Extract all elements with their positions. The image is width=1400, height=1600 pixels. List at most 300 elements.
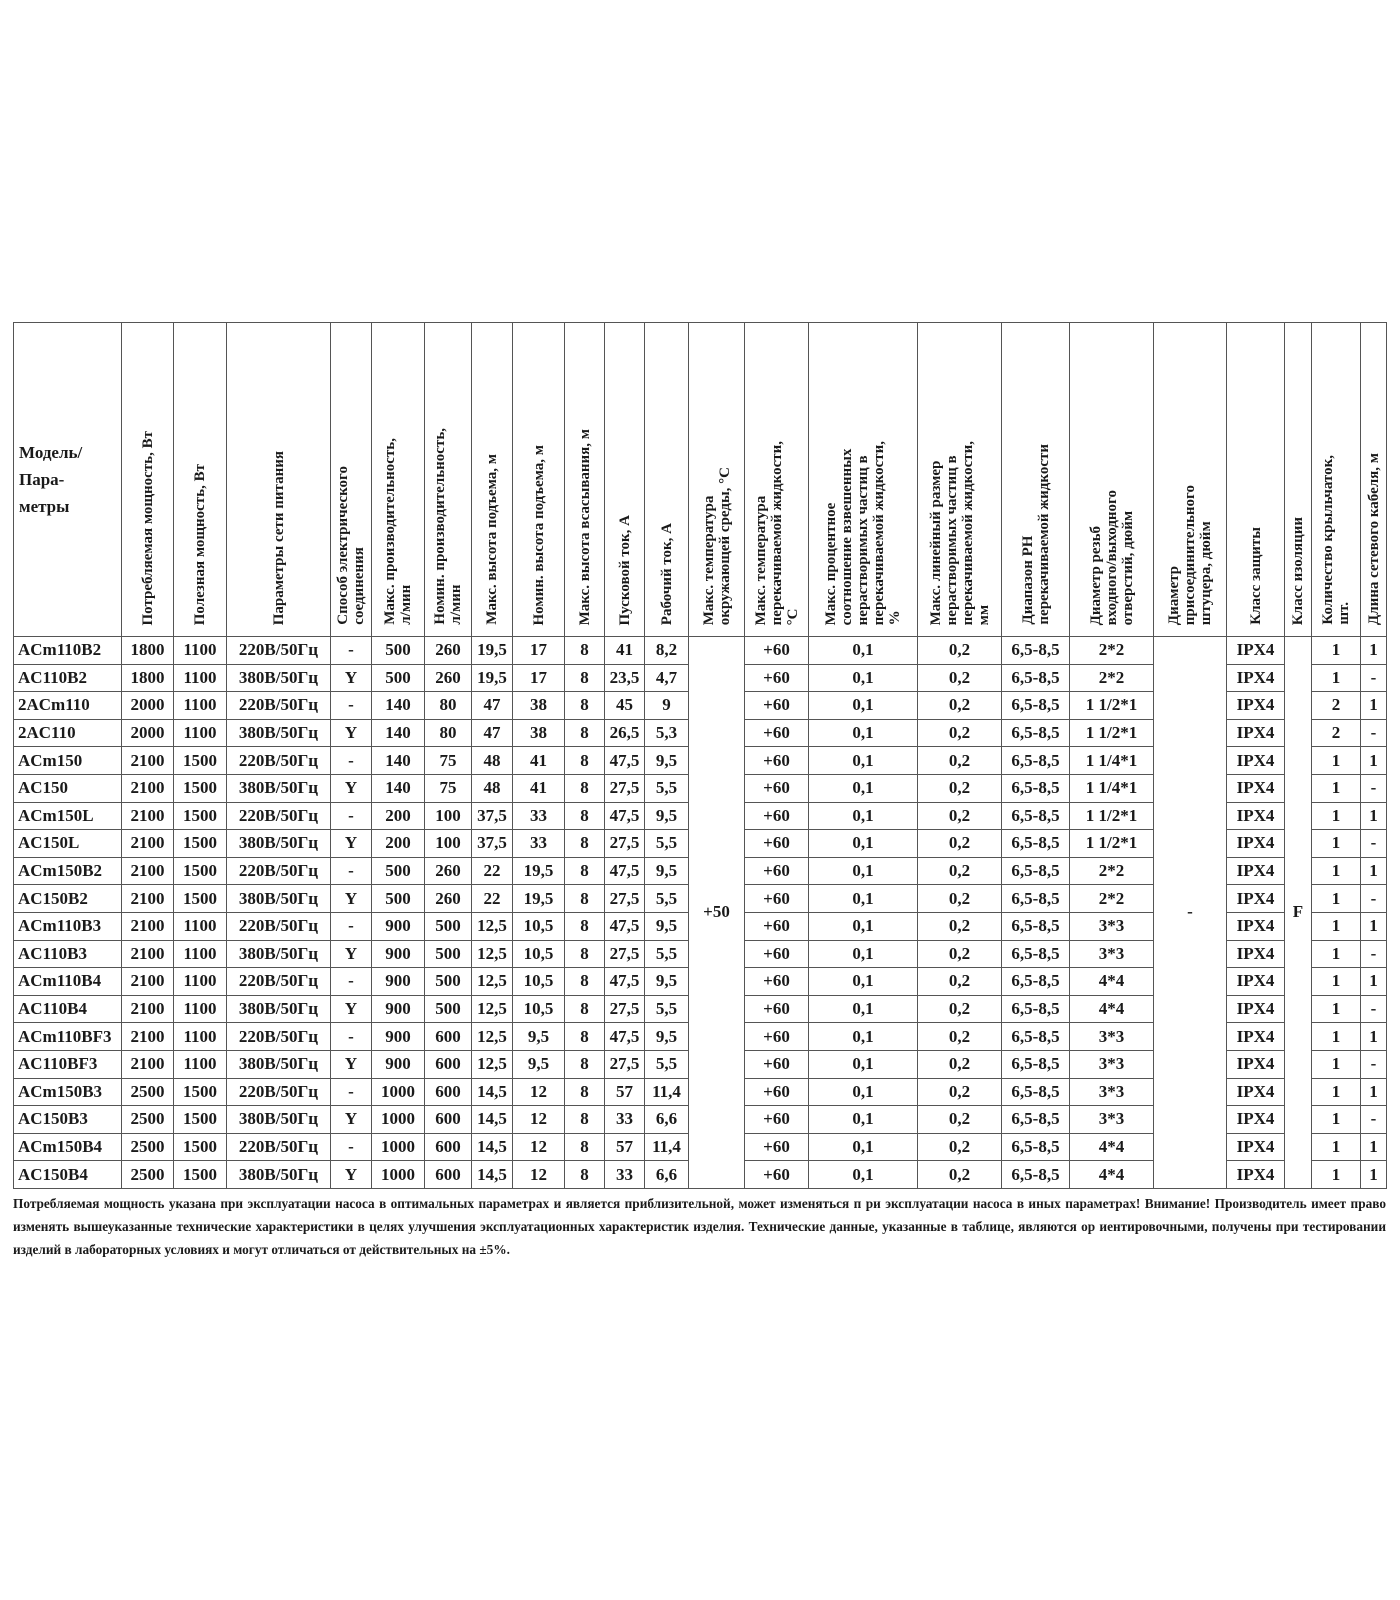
table-cell: 1100 <box>174 912 227 940</box>
table-cell: 0,2 <box>918 1078 1002 1106</box>
table-cell: 5,5 <box>645 774 689 802</box>
column-header-label: Номин. высота подъема, м <box>530 444 547 625</box>
table-cell: 1500 <box>174 1106 227 1134</box>
table-cell: 1800 <box>122 664 174 692</box>
column-header <box>174 323 227 637</box>
pump-spec-table <box>13 322 1387 1189</box>
table-cell: +60 <box>745 664 809 692</box>
table-cell: 220В/50Гц <box>227 1078 331 1106</box>
table-cell: 2100 <box>122 968 174 996</box>
table-cell: 3*3 <box>1070 1023 1154 1051</box>
column-header <box>1154 323 1227 637</box>
table-cell: 4*4 <box>1070 1133 1154 1161</box>
table-cell: 17 <box>513 664 565 692</box>
table-cell: 10,5 <box>513 940 565 968</box>
table-cell: 260 <box>425 885 472 913</box>
column-header-label: Полезная мощность, Вт <box>192 463 208 625</box>
table-cell: IPX4 <box>1227 1161 1285 1189</box>
table-cell: 380В/50Гц <box>227 885 331 913</box>
table-cell: 3*3 <box>1070 940 1154 968</box>
table-cell: 0,1 <box>809 830 918 858</box>
table-cell: 0,2 <box>918 747 1002 775</box>
table-cell: 1 <box>1361 1078 1387 1106</box>
table-cell: 8 <box>565 1078 605 1106</box>
table-cell: 3*3 <box>1070 912 1154 940</box>
header-row <box>14 323 1387 637</box>
table-cell: - <box>331 1023 372 1051</box>
column-header-label: Диаметр присоединительного штуцера, дюйм <box>1166 484 1214 625</box>
table-cell: 6,5-8,5 <box>1002 1078 1070 1106</box>
table-cell: 380В/50Гц <box>227 1050 331 1078</box>
table-cell: 2100 <box>122 1050 174 1078</box>
table-cell: 47,5 <box>605 747 645 775</box>
table-cell: 6,5-8,5 <box>1002 802 1070 830</box>
table-cell: +60 <box>745 830 809 858</box>
table-cell: 500 <box>372 857 425 885</box>
table-cell: 33 <box>513 830 565 858</box>
table-cell: 5,3 <box>645 719 689 747</box>
table-cell: 8 <box>565 1023 605 1051</box>
table-cell: 1 <box>1312 1050 1361 1078</box>
model-cell: 2AC110 <box>14 719 122 747</box>
table-cell: 6,5-8,5 <box>1002 692 1070 720</box>
table-cell: 33 <box>513 802 565 830</box>
table-cell: 12 <box>513 1106 565 1134</box>
table-cell: 12 <box>513 1078 565 1106</box>
table-cell: 37,5 <box>472 830 513 858</box>
table-cell: 500 <box>425 912 472 940</box>
column-header-label: Класс защиты <box>1247 527 1264 625</box>
table-cell: 41 <box>605 637 645 665</box>
table-cell: 2500 <box>122 1133 174 1161</box>
table-cell: 75 <box>425 774 472 802</box>
table-cell: 900 <box>372 1023 425 1051</box>
table-cell: IPX4 <box>1227 1078 1285 1106</box>
model-cell: AC110B4 <box>14 995 122 1023</box>
table-cell: 6,5-8,5 <box>1002 664 1070 692</box>
table-cell: 0,1 <box>809 912 918 940</box>
table-cell: 3*3 <box>1070 1050 1154 1078</box>
table-cell: - <box>1361 830 1387 858</box>
table-cell: 2*2 <box>1070 857 1154 885</box>
table-cell: 2 <box>1312 719 1361 747</box>
table-cell: 6,6 <box>645 1161 689 1189</box>
table-cell: 14,5 <box>472 1161 513 1189</box>
table-cell: 1 <box>1312 1023 1361 1051</box>
table-cell: 1100 <box>174 1023 227 1051</box>
table-cell: 8 <box>565 968 605 996</box>
table-cell: IPX4 <box>1227 912 1285 940</box>
table-cell: +60 <box>745 719 809 747</box>
table-cell: 14,5 <box>472 1106 513 1134</box>
table-cell: 4*4 <box>1070 1161 1154 1189</box>
table-cell: 500 <box>425 995 472 1023</box>
table-cell: 11,4 <box>645 1133 689 1161</box>
table-cell: 8 <box>565 1050 605 1078</box>
table-cell: 1800 <box>122 637 174 665</box>
table-cell: 1 1/2*1 <box>1070 692 1154 720</box>
column-header-label: Пусковой ток, А <box>616 514 633 625</box>
table-cell: 27,5 <box>605 1050 645 1078</box>
table-cell: 1 <box>1312 802 1361 830</box>
table-cell: 45 <box>605 692 645 720</box>
table-cell: 6,5-8,5 <box>1002 1050 1070 1078</box>
table-cell: 380В/50Гц <box>227 1161 331 1189</box>
column-header-label: Диапазон РН перекачиваемой жидкости <box>1019 444 1052 625</box>
table-cell: 0,2 <box>918 692 1002 720</box>
table-cell: - <box>331 1133 372 1161</box>
table-cell: - <box>1361 995 1387 1023</box>
table-cell: 27,5 <box>605 885 645 913</box>
table-cell: 2500 <box>122 1161 174 1189</box>
table-cell: - <box>331 968 372 996</box>
table-cell: 100 <box>425 802 472 830</box>
table-cell: 1 1/4*1 <box>1070 774 1154 802</box>
table-cell: IPX4 <box>1227 830 1285 858</box>
table-cell: 0,2 <box>918 664 1002 692</box>
table-cell: 2500 <box>122 1106 174 1134</box>
table-cell: 1 <box>1312 1161 1361 1189</box>
table-cell: 2100 <box>122 940 174 968</box>
table-cell: 6,5-8,5 <box>1002 885 1070 913</box>
table-cell: 41 <box>513 774 565 802</box>
table-cell: - <box>331 692 372 720</box>
table-cell: +60 <box>745 995 809 1023</box>
table-cell: 380В/50Гц <box>227 664 331 692</box>
table-cell: 0,2 <box>918 1161 1002 1189</box>
table-cell: 220В/50Гц <box>227 1133 331 1161</box>
table-cell: +60 <box>745 1078 809 1106</box>
table-cell: 0,2 <box>918 1023 1002 1051</box>
table-cell: 220В/50Гц <box>227 968 331 996</box>
table-cell: 1500 <box>174 1078 227 1106</box>
table-cell: 1500 <box>174 885 227 913</box>
table-cell: 4*4 <box>1070 968 1154 996</box>
table-cell: 1 <box>1312 747 1361 775</box>
table-cell: 4*4 <box>1070 995 1154 1023</box>
table-cell: 2100 <box>122 857 174 885</box>
table-cell: IPX4 <box>1227 885 1285 913</box>
table-cell: +60 <box>745 1050 809 1078</box>
model-cell: ACm150B3 <box>14 1078 122 1106</box>
table-cell: 8 <box>565 940 605 968</box>
column-header-label: Модель/ Пара- метры <box>19 443 83 516</box>
table-cell: 48 <box>472 774 513 802</box>
table-cell: 6,5-8,5 <box>1002 719 1070 747</box>
table-cell: 0,2 <box>918 1050 1002 1078</box>
table-cell: - <box>331 802 372 830</box>
table-cell: - <box>1361 664 1387 692</box>
table-cell: 1 1/2*1 <box>1070 719 1154 747</box>
table-cell: 48 <box>472 747 513 775</box>
table-cell: 1 1/2*1 <box>1070 830 1154 858</box>
table-cell: IPX4 <box>1227 1023 1285 1051</box>
table-cell: 6,5-8,5 <box>1002 968 1070 996</box>
table-cell: IPX4 <box>1227 1050 1285 1078</box>
table-cell: 140 <box>372 747 425 775</box>
table-row <box>14 637 1387 665</box>
table-cell: 38 <box>513 719 565 747</box>
table-cell: 27,5 <box>605 940 645 968</box>
table-cell: 26,5 <box>605 719 645 747</box>
table-cell: 1000 <box>372 1133 425 1161</box>
column-header-label: Количество крыльчаток, шт. <box>1320 455 1352 625</box>
table-cell: 260 <box>425 664 472 692</box>
table-cell: 900 <box>372 940 425 968</box>
table-cell: +60 <box>745 1133 809 1161</box>
table-cell: 47,5 <box>605 857 645 885</box>
ambient-temp-cell: +50 <box>689 637 745 1189</box>
table-cell: 900 <box>372 968 425 996</box>
table-cell: 260 <box>425 637 472 665</box>
table-cell: 1 <box>1361 912 1387 940</box>
column-header <box>14 323 122 637</box>
table-cell: 80 <box>425 692 472 720</box>
table-cell: - <box>1361 774 1387 802</box>
table-cell: 57 <box>605 1078 645 1106</box>
table-cell: 1500 <box>174 857 227 885</box>
table-cell: 9 <box>645 692 689 720</box>
table-cell: 33 <box>605 1161 645 1189</box>
table-cell: 0,1 <box>809 719 918 747</box>
table-cell: 0,1 <box>809 857 918 885</box>
table-cell: 0,2 <box>918 637 1002 665</box>
table-cell: 500 <box>425 940 472 968</box>
table-cell: 8 <box>565 1161 605 1189</box>
table-cell: 200 <box>372 830 425 858</box>
table-cell: 6,5-8,5 <box>1002 830 1070 858</box>
table-cell: IPX4 <box>1227 637 1285 665</box>
column-header <box>513 323 565 637</box>
table-cell: 10,5 <box>513 912 565 940</box>
table-cell: 47,5 <box>605 912 645 940</box>
table-cell: - <box>331 912 372 940</box>
table-cell: 8 <box>565 995 605 1023</box>
table-cell: 9,5 <box>645 1023 689 1051</box>
table-cell: 27,5 <box>605 774 645 802</box>
column-header-label: Способ электрического соединения <box>335 466 367 625</box>
model-cell: AC150 <box>14 774 122 802</box>
table-cell: 1100 <box>174 1050 227 1078</box>
table-cell: 9,5 <box>645 857 689 885</box>
table-cell: 12 <box>513 1161 565 1189</box>
table-cell: 47,5 <box>605 802 645 830</box>
table-cell: 17 <box>513 637 565 665</box>
table-cell: 41 <box>513 747 565 775</box>
table-cell: 0,1 <box>809 1078 918 1106</box>
table-cell: 900 <box>372 1050 425 1078</box>
fitting-diameter-cell: - <box>1154 637 1227 1189</box>
table-cell: 5,5 <box>645 885 689 913</box>
column-header-label: Рабочий ток, А <box>658 522 675 625</box>
table-cell: 1500 <box>174 802 227 830</box>
column-header <box>605 323 645 637</box>
table-cell: IPX4 <box>1227 692 1285 720</box>
table-cell: 220В/50Гц <box>227 637 331 665</box>
table-cell: 9,5 <box>645 912 689 940</box>
table-cell: 1500 <box>174 774 227 802</box>
column-header-label: Макс. температура окружающей среды, °С <box>700 466 733 625</box>
table-cell: 8 <box>565 830 605 858</box>
table-cell: 1000 <box>372 1078 425 1106</box>
table-cell: 1100 <box>174 637 227 665</box>
column-header <box>565 323 605 637</box>
table-cell: Y <box>331 830 372 858</box>
spec-table-container <box>13 322 1386 1189</box>
table-cell: 8 <box>565 1106 605 1134</box>
table-cell: Y <box>331 885 372 913</box>
table-cell: 1500 <box>174 747 227 775</box>
model-cell: ACm150 <box>14 747 122 775</box>
table-cell: Y <box>331 774 372 802</box>
table-cell: 1000 <box>372 1161 425 1189</box>
table-cell: IPX4 <box>1227 1106 1285 1134</box>
table-cell: 8 <box>565 747 605 775</box>
table-cell: 47,5 <box>605 968 645 996</box>
table-cell: 1100 <box>174 664 227 692</box>
table-cell: 23,5 <box>605 664 645 692</box>
column-header <box>1312 323 1361 637</box>
table-cell: 0,2 <box>918 968 1002 996</box>
table-cell: 6,5-8,5 <box>1002 1133 1070 1161</box>
table-cell: 0,2 <box>918 1133 1002 1161</box>
table-cell: 1 <box>1312 857 1361 885</box>
table-cell: +60 <box>745 968 809 996</box>
table-cell: 2100 <box>122 912 174 940</box>
table-cell: 4,7 <box>645 664 689 692</box>
table-cell: 600 <box>425 1023 472 1051</box>
table-cell: 220В/50Гц <box>227 802 331 830</box>
table-cell: 19,5 <box>513 857 565 885</box>
column-header <box>809 323 918 637</box>
table-cell: 0,2 <box>918 774 1002 802</box>
table-cell: 10,5 <box>513 995 565 1023</box>
column-header <box>1285 323 1312 637</box>
table-cell: 2100 <box>122 802 174 830</box>
table-cell: 2100 <box>122 995 174 1023</box>
table-cell: 8 <box>565 664 605 692</box>
column-header-label: Потребляемая мощность, Вт <box>139 430 156 625</box>
table-cell: IPX4 <box>1227 774 1285 802</box>
table-cell: 8 <box>565 885 605 913</box>
table-cell: 1100 <box>174 995 227 1023</box>
table-cell: +60 <box>745 940 809 968</box>
table-cell: 22 <box>472 857 513 885</box>
table-cell: 0,2 <box>918 995 1002 1023</box>
table-cell: - <box>331 1078 372 1106</box>
table-cell: - <box>331 747 372 775</box>
table-cell: 0,2 <box>918 802 1002 830</box>
table-cell: 2000 <box>122 692 174 720</box>
table-cell: 380В/50Гц <box>227 774 331 802</box>
table-cell: +60 <box>745 912 809 940</box>
column-header <box>645 323 689 637</box>
model-cell: AC150B3 <box>14 1106 122 1134</box>
table-cell: 380В/50Гц <box>227 719 331 747</box>
table-cell: 1 <box>1361 1133 1387 1161</box>
table-cell: 6,5-8,5 <box>1002 912 1070 940</box>
table-cell: +60 <box>745 774 809 802</box>
model-cell: AC150B4 <box>14 1161 122 1189</box>
table-cell: 6,5-8,5 <box>1002 1161 1070 1189</box>
table-cell: 1100 <box>174 692 227 720</box>
table-cell: 260 <box>425 857 472 885</box>
table-cell: 1 <box>1312 940 1361 968</box>
column-header <box>689 323 745 637</box>
table-cell: IPX4 <box>1227 747 1285 775</box>
table-cell: Y <box>331 1050 372 1078</box>
table-cell: Y <box>331 1106 372 1134</box>
table-cell: 47,5 <box>605 1023 645 1051</box>
table-cell: 1 <box>1361 637 1387 665</box>
table-cell: 380В/50Гц <box>227 940 331 968</box>
column-header-label: Макс. температура перекачиваемой жидкости, °С <box>752 440 801 625</box>
table-cell: 8 <box>565 719 605 747</box>
table-cell: 19,5 <box>472 664 513 692</box>
model-cell: AC150L <box>14 830 122 858</box>
column-header <box>1070 323 1154 637</box>
table-cell: 600 <box>425 1106 472 1134</box>
table-cell: 1 <box>1312 774 1361 802</box>
table-cell: 220В/50Гц <box>227 912 331 940</box>
table-cell: 1500 <box>174 830 227 858</box>
table-cell: 2000 <box>122 719 174 747</box>
table-cell: 1 <box>1312 995 1361 1023</box>
table-cell: 12,5 <box>472 1050 513 1078</box>
table-cell: 140 <box>372 692 425 720</box>
column-header <box>227 323 331 637</box>
table-cell: IPX4 <box>1227 1133 1285 1161</box>
table-cell: - <box>331 857 372 885</box>
table-cell: 0,1 <box>809 1161 918 1189</box>
table-cell: 1100 <box>174 719 227 747</box>
column-header-label: Макс. высота всасывания, м <box>576 428 593 625</box>
table-cell: 8 <box>565 637 605 665</box>
table-cell: 5,5 <box>645 940 689 968</box>
table-cell: 220В/50Гц <box>227 747 331 775</box>
column-header <box>472 323 513 637</box>
table-cell: 200 <box>372 802 425 830</box>
table-cell: 8 <box>565 692 605 720</box>
table-cell: IPX4 <box>1227 857 1285 885</box>
table-cell: 600 <box>425 1078 472 1106</box>
table-cell: 19,5 <box>472 637 513 665</box>
column-header <box>745 323 809 637</box>
model-cell: AC150B2 <box>14 885 122 913</box>
table-cell: - <box>1361 1050 1387 1078</box>
table-cell: 0,2 <box>918 719 1002 747</box>
table-cell: 19,5 <box>513 885 565 913</box>
table-cell: 2100 <box>122 747 174 775</box>
table-cell: 6,5-8,5 <box>1002 995 1070 1023</box>
column-header-label: Параметры сети питания <box>270 450 287 625</box>
table-cell: 8,2 <box>645 637 689 665</box>
table-cell: 1 <box>1361 747 1387 775</box>
table-cell: 12,5 <box>472 912 513 940</box>
table-cell: IPX4 <box>1227 940 1285 968</box>
table-cell: 11,4 <box>645 1078 689 1106</box>
table-cell: 2100 <box>122 885 174 913</box>
column-header-label: Макс. линейный размер нерастворимых частиц в перекачиваемой жидкости, мм <box>927 440 992 625</box>
table-cell: 0,1 <box>809 1023 918 1051</box>
table-cell: 0,1 <box>809 968 918 996</box>
table-cell: 9,5 <box>513 1050 565 1078</box>
table-cell: 9,5 <box>513 1023 565 1051</box>
table-cell: 0,2 <box>918 912 1002 940</box>
table-cell: 600 <box>425 1161 472 1189</box>
column-header-label: Номин. производительность, л/мин <box>432 428 464 625</box>
table-cell: - <box>1361 885 1387 913</box>
